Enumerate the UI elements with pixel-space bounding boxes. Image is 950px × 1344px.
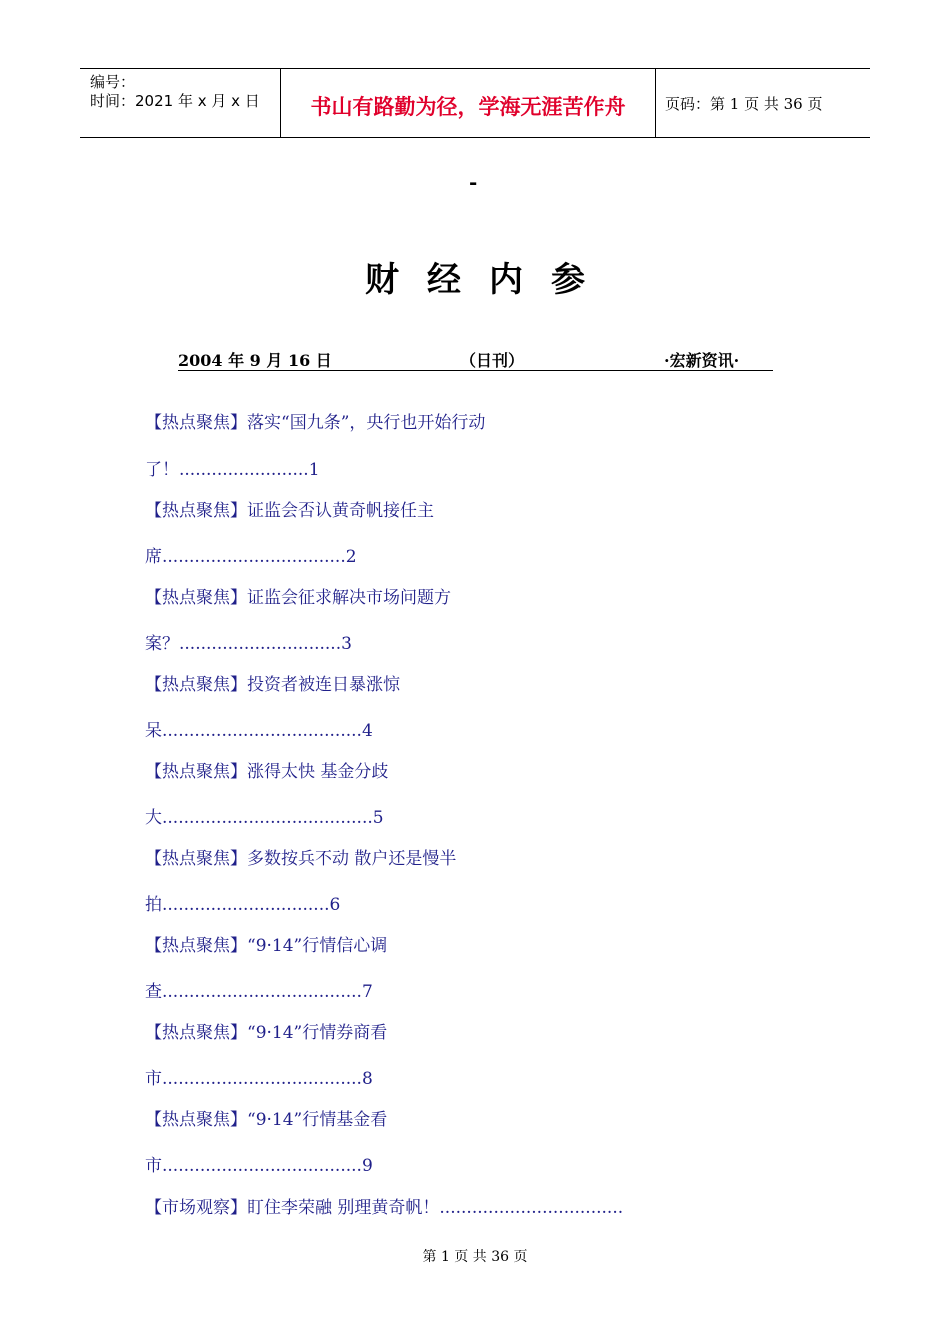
header-motto-cell — [280, 69, 656, 137]
number-label: 编号： — [90, 73, 136, 91]
toc-entry[interactable]: 市.....................................8 — [145, 1069, 373, 1089]
issue-date: 2004 年 9 月 16 日 — [178, 351, 332, 370]
toc-entry[interactable]: 【热点聚焦】“9·14”行情券商看 — [145, 1023, 388, 1043]
document-header — [80, 68, 870, 138]
toc-entry[interactable]: 拍...............................6 — [145, 895, 341, 915]
header-meta-cell — [80, 69, 280, 137]
motto: 书山有路勤为径，学海无涯苦作舟 — [310, 95, 626, 119]
toc-entry[interactable]: 了！........................1 — [145, 460, 320, 480]
page-footer: 第 1 页 共 36 页 — [422, 1249, 528, 1265]
issue-type: （日刊） — [460, 351, 525, 370]
toc-entry[interactable]: 呆.....................................4 — [145, 721, 373, 741]
issue-source: ·宏新资讯· — [664, 351, 740, 370]
toc-entry[interactable]: 大.......................................5 — [145, 808, 384, 828]
page-title: 财经内参 — [365, 260, 613, 300]
toc-entry[interactable]: 【热点聚焦】多数按兵不动 散户还是慢半 — [145, 849, 457, 869]
toc-entry[interactable]: 查.....................................7 — [145, 982, 373, 1002]
separator-dash: - — [469, 170, 478, 194]
header-page-cell — [655, 69, 870, 137]
page-info: 页码：第 1 页 共 36 页 — [665, 95, 823, 113]
toc-entry[interactable]: 【热点聚焦】证监会征求解决市场问题方 — [145, 588, 451, 608]
toc-entry[interactable]: 【热点聚焦】投资者被连日暴涨惊 — [145, 675, 400, 695]
dateline — [178, 346, 773, 371]
toc-entry[interactable]: 案？..............................3 — [145, 634, 352, 654]
toc-entry[interactable]: 【热点聚焦】“9·14”行情基金看 — [145, 1110, 388, 1130]
toc-entry[interactable]: 【热点聚焦】“9·14”行情信心调 — [145, 936, 388, 956]
toc-entry[interactable]: 【热点聚焦】涨得太快 基金分歧 — [145, 762, 389, 782]
toc-entry[interactable]: 席..................................2 — [145, 547, 357, 567]
toc-entry[interactable]: 【市场观察】盯住李荣融 别理黄奇帆！.................................. — [145, 1198, 624, 1218]
toc-entry[interactable]: 【热点聚焦】落实“国九条”，央行也开始行动 — [145, 413, 486, 433]
toc-entry[interactable]: 市.....................................9 — [145, 1156, 373, 1176]
toc-entry[interactable]: 【热点聚焦】证监会否认黄奇帆接任主 — [145, 501, 434, 521]
time-label: 时间：2021 年 x 月 x 日 — [90, 92, 260, 110]
